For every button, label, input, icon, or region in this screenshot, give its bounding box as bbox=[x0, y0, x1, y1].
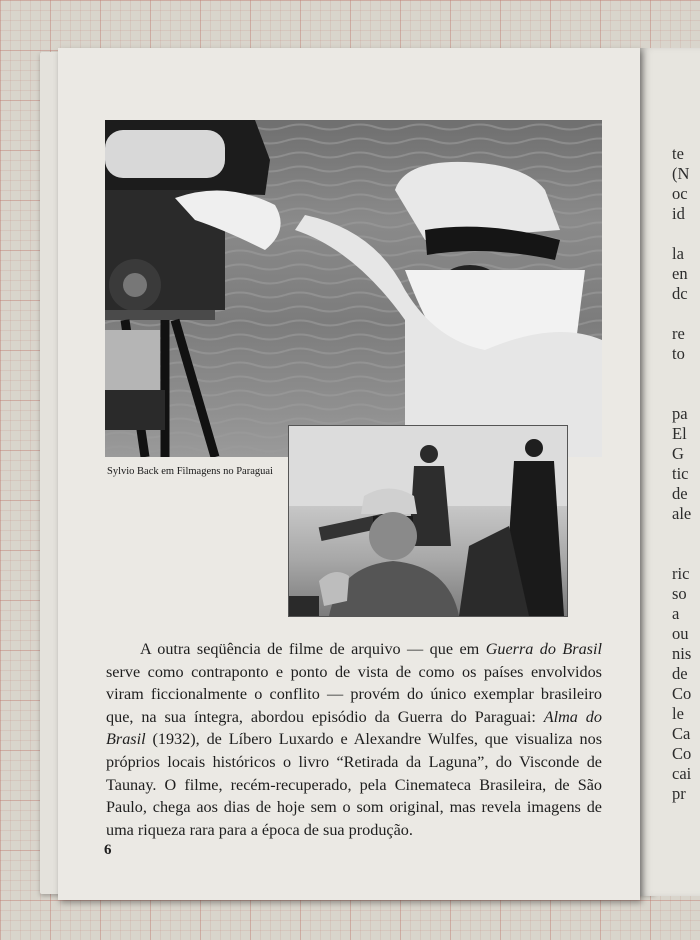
body-line: uma riqueza rara para a época de sua produção. bbox=[106, 820, 413, 839]
right-page-fragment: re bbox=[672, 324, 685, 343]
photo-caption: Sylvio Back em Filmagens no Paraguai bbox=[107, 466, 273, 477]
right-page-fragment: le bbox=[672, 704, 684, 723]
right-page-fragment: Ca bbox=[672, 724, 691, 743]
body-line: viram ficcionalmente o conflito — provém do único exemplar brasileiro bbox=[106, 685, 602, 704]
right-page-fragment: tic bbox=[672, 464, 689, 483]
body-line: A outra seqüência de filme de arquivo — que em Guerra do Brasil bbox=[140, 640, 602, 658]
right-page-fragment bbox=[640, 384, 700, 404]
right-page-fragment: id bbox=[672, 204, 685, 223]
right-page-fragment: te bbox=[672, 144, 684, 163]
right-page-fragment: en bbox=[672, 264, 688, 283]
right-page-fragment: ric bbox=[672, 564, 690, 583]
body-line: Brasil (1932), de Líbero Luxardo e Alexandre Wulfes, que visualiza nos bbox=[106, 730, 602, 749]
right-page-fragment bbox=[640, 544, 700, 564]
right-page-fragment: ou bbox=[672, 624, 689, 643]
right-page-text-fragments bbox=[640, 144, 700, 804]
photo-main-illustration bbox=[105, 120, 602, 457]
body-line: que, na sua íntegra, abordou episódio da Guerra do Paraguai: Alma do bbox=[106, 707, 602, 726]
right-page-fragment: a bbox=[672, 604, 680, 623]
right-page-fragment bbox=[640, 364, 700, 384]
right-page-fragment bbox=[640, 524, 700, 544]
right-page-fragment: Co bbox=[672, 684, 692, 703]
page-number: 6 bbox=[104, 842, 112, 858]
right-page-fragment bbox=[640, 304, 700, 324]
right-page-fragment: de bbox=[672, 484, 688, 503]
right-page-fragment: ale bbox=[672, 504, 692, 523]
right-page-fragment: de bbox=[672, 664, 688, 683]
right-page-fragment: so bbox=[672, 584, 687, 603]
right-page-fragment: El bbox=[672, 424, 687, 443]
right-page-fragment: (N bbox=[672, 164, 690, 183]
body-line: próprios locais históricos o livro “Retirada da Laguna”, do Visconde de bbox=[106, 752, 602, 771]
right-page-fragment bbox=[640, 224, 700, 244]
right-page-fragment: G bbox=[672, 444, 684, 463]
body-line: Taunay. O filme, recém-recuperado, pela Cinemateca Brasileira, de São bbox=[106, 775, 602, 794]
right-page bbox=[640, 48, 700, 896]
body-paragraph bbox=[106, 638, 602, 841]
right-page-fragment: pr bbox=[672, 784, 686, 803]
photo-inset-illustration bbox=[289, 426, 567, 616]
body-line: Paulo, chega aos dias de hoje sem o som original, mas revela imagens de bbox=[106, 798, 602, 817]
right-page-fragment: dc bbox=[672, 284, 688, 303]
right-page-fragment: to bbox=[672, 344, 685, 363]
inset-photo bbox=[288, 425, 568, 617]
right-page-fragment: nis bbox=[672, 644, 692, 663]
body-line: serve como contraponto e ponto de vista de como os países envolvidos bbox=[106, 662, 602, 681]
right-page-fragment: pa bbox=[672, 404, 688, 423]
right-page-fragment: cai bbox=[672, 764, 692, 783]
right-page-fragment: Co bbox=[672, 744, 692, 763]
right-page-fragment: oc bbox=[672, 184, 688, 203]
main-photo bbox=[105, 120, 602, 457]
right-page-fragment: la bbox=[672, 244, 684, 263]
